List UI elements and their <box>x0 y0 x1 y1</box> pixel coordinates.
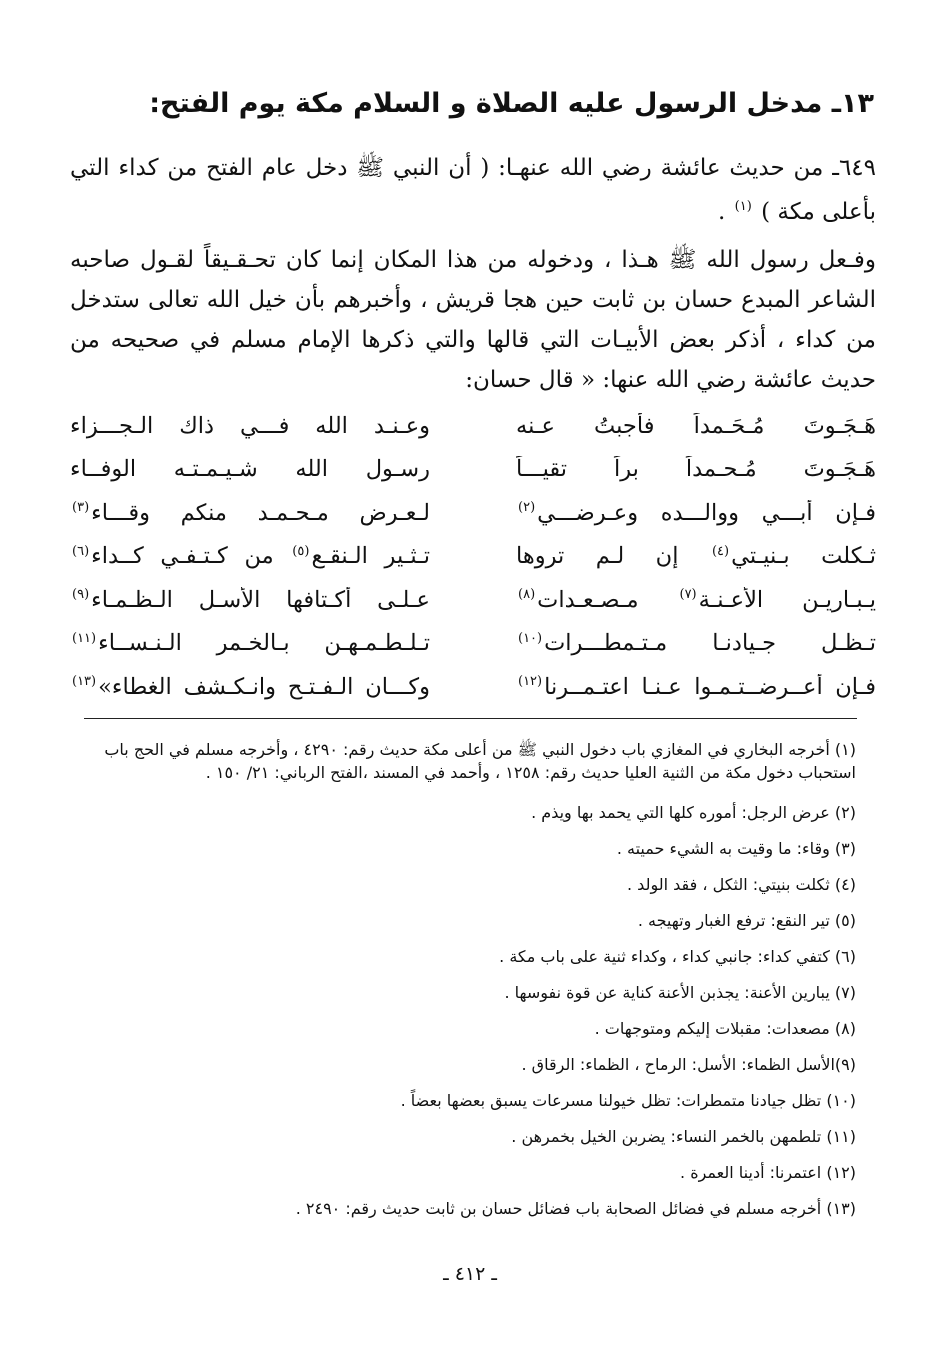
verse-second-hemistich: وكـــان الـفـتـح وانـكـشف الغطاء»$^{(١٣)}$ <box>72 673 430 700</box>
verse-second-hemistich: رسـول الله شـيـمـتـه الوفــاء <box>70 456 430 483</box>
footnote: (١٠) تظل جيادنا متمطرات: تظل خيولنا مسرعات يسبق بعضها بعضاً . <box>400 1091 856 1110</box>
footnote-divider <box>84 718 857 719</box>
footnote: (٦) كتفي كداء: جانبي كداء ، وكداء ثنية على باب مكة . <box>499 947 856 966</box>
footnote-ref: (١٣) <box>72 674 97 690</box>
footnote-ref: (١) <box>734 199 752 215</box>
poem-verse <box>70 404 876 448</box>
footnote: (١١) تلطمهن بالخمر النساء: يضربن الخيل بخمرهن . <box>511 1127 856 1146</box>
poem-verse <box>70 622 876 666</box>
footnote-ref: (٧) <box>679 587 697 603</box>
footnote: (٤) ثكلت بنيتي: الثكل ، فقد الولد . <box>627 875 856 894</box>
hadith-paragraph <box>70 146 876 234</box>
footnote-ref: (٤) <box>711 543 730 559</box>
hadith-tail: . <box>718 199 726 225</box>
verse-second-hemistich: تـثـير الـنقـع$^{(٥)}$ من كـتـفـي كــداء$^{(٦)}$ <box>72 543 430 570</box>
footnote: (٩)الأسل الظماء: الأسل: الرماح ، الظماء: الرقاق . <box>521 1055 856 1074</box>
footnote-ref: (١٠) <box>518 630 543 646</box>
footnote: (٥) تير النقع: ترفع الغبار وتهيجه . <box>637 911 856 930</box>
verse-second-hemistich: وعـنـد الله فـــي ذاك الـجـــزاء <box>70 412 430 439</box>
footnote: (١٣) أخرجه مسلم في فضائل الصحابة باب فضائل حسان بن ثابت حديث رقم: ٢٤٩٠ . <box>295 1199 856 1218</box>
poem-verse <box>70 665 876 709</box>
verse-first-hemistich: ثـكلت بـنيـتي$^{(٤)}$ إن لـم تروها <box>516 543 876 570</box>
footnote-ref: (٨) <box>518 587 536 603</box>
footnote-ref: (٦) <box>72 543 90 559</box>
footnote-ref: (١١) <box>72 630 97 646</box>
footnote: (٧) يبارين الأعنة: يجذبن الأعنة كناية عن قوة نفوسها . <box>504 983 856 1002</box>
footnote-ref: (٩) <box>72 587 90 603</box>
verse-first-hemistich: هَـجَـوتَ مُـحـمداً براً تقيـــاً <box>516 456 876 483</box>
footnote-ref: (٥) <box>292 543 310 559</box>
verse-first-hemistich: فـإن أبـــي ووالـــده وعـرضـــي$^{(٢)}$ <box>518 499 876 526</box>
footnote: (١٢) اعتمرنا: أدينا العمرة . <box>680 1163 856 1182</box>
footnote: (١) أخرجه البخاري في المغازي باب دخول النبي ﷺ من أعلى مكة حديث رقم: ٤٢٩٠ ، وأخرجه مسلم في الحج باب استحباب دخول مكة من الثنية العليا حديث رقم: ١٢٥٨ ، وأحمد في المسند ،الفتح الرباني: ٢١/ ١٥٠ . <box>104 740 856 782</box>
footnote-ref: (٣) <box>72 500 90 516</box>
section-heading: ١٣ـ مدخل الرسول عليه الصلاة و السلام مكة يوم الفتح: <box>149 88 874 119</box>
verse-second-hemistich: تـلـطـمـهـن بـالخـمر الـنـســاء$^{(١١)}$ <box>72 630 430 657</box>
verse-first-hemistich: يـبـاريـن الأعـنـة$^{(٧)}$ مـصـعـدات$^{(٨)}$ <box>518 586 876 613</box>
verse-first-hemistich: فـإن أعــرضــتـمـوا عـنـا اعتـمــرنا$^{(١٢)}$ <box>518 673 876 700</box>
page-number: ـ ٤١٢ ـ <box>443 1263 497 1285</box>
footnotes <box>66 738 856 1227</box>
footnote-ref: (٢) <box>518 500 536 516</box>
poem-verse <box>70 491 876 535</box>
footnote-ref: (١٢) <box>518 674 543 690</box>
footnote: (٨) مصعدات: مقبلات إليكم ومتوجهات . <box>594 1019 856 1038</box>
verse-first-hemistich: هَـجَـوتَ مُـحَـمداً فأجبتُ عـنه <box>516 412 876 439</box>
verse-first-hemistich: تـظـل جـيادنـا مـتـمطـــرات$^{(١٠)}$ <box>518 630 876 657</box>
poem <box>70 404 876 709</box>
footnote: (٢) عرض الرجل: أموره كلها التي يحمد بها ويذم . <box>531 803 856 822</box>
hadith-text: ٦٤٩ـ من حديث عائشة رضي الله عنهـا: ( أن النبي ﷺ دخل عام الفتح من كداء التي بأعلى مكة ) <box>70 155 876 225</box>
poem-verse <box>70 535 876 579</box>
verse-second-hemistich: عـلـى أكـتافها الأسـل الـظـمـاء$^{(٩)}$ <box>72 586 430 613</box>
footnote: (٣) وقاء: ما وقيت به الشيء حميته . <box>616 839 856 858</box>
poem-verse <box>70 578 876 622</box>
verse-second-hemistich: لـعـرض مـحـمـد منكم وقـــاء$^{(٣)}$ <box>72 499 430 526</box>
commentary-paragraph: وفـعل رسول الله ﷺ هـذا ، ودخوله من هذا المكان إنما كان تحـقـيقاً لقـول صاحبه الشاعر المبدع حسان بن ثابت حين هجا قريش ، وأخبرهم بأن خيل الله تعالى ستدخل من كداء ، أذكر بعض الأبيـات التي قالها والتي ذكرها الإمام مسلم في صحيحه من حديث عائشة رضي الله عنها: « قال حسان: <box>70 247 876 393</box>
poem-verse <box>70 448 876 492</box>
